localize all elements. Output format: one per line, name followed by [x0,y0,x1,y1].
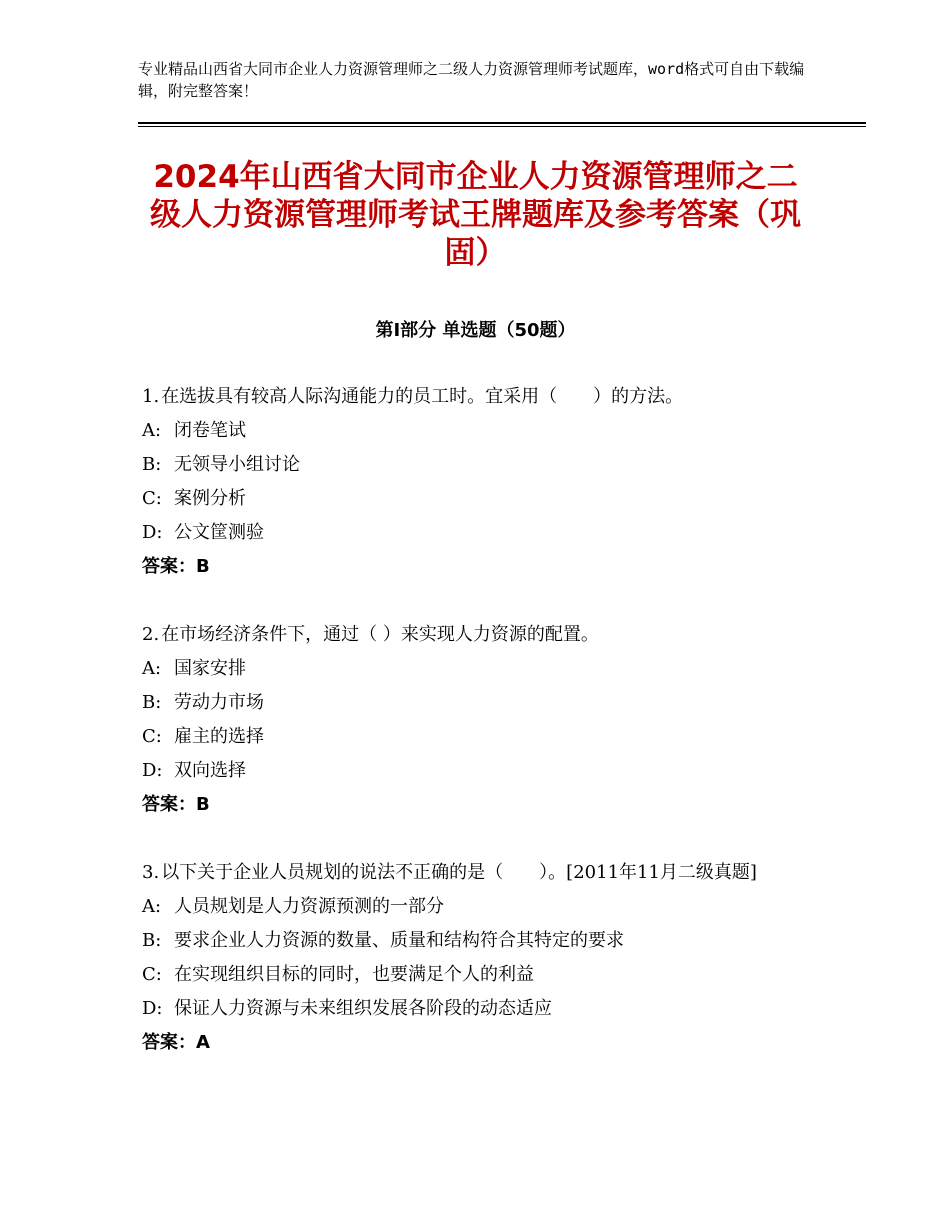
option-text: 公文筐测验 [174,522,264,543]
section-heading: 第Ⅰ部分 单选题（50题） [375,320,576,341]
option-letter: A: [142,420,162,441]
question-text: 在选拔具有较高人际沟通能力的员工时。宜采用（ ）的方法。 [161,386,684,407]
option-d [142,754,802,788]
option-letter: C: [142,726,162,747]
question-number: 2. [142,624,160,645]
question-number: 3. [142,862,160,883]
question-stem [142,380,802,414]
question-2 [142,618,802,822]
option-text: 人员规划是人力资源预测的一部分 [174,896,444,917]
question-1 [142,380,802,584]
question-number: 1. [142,386,160,407]
question-stem [142,618,802,652]
option-letter: B: [142,454,162,475]
option-letter: D: [142,522,163,543]
answer: 答案：B [142,556,210,577]
header-divider-thin [138,126,866,127]
option-letter: B: [142,930,162,951]
option-d [142,516,802,550]
option-a [142,652,802,686]
option-text: 雇主的选择 [174,726,264,747]
option-text: 双向选择 [174,760,246,781]
option-a [142,414,802,448]
header-note: 专业精品山西省大同市企业人力资源管理师之二级人力资源管理师考试题库，word格式可自由下载编辑，附完整答案！ [138,60,805,100]
option-c [142,482,802,516]
question-text: 在市场经济条件下，通过（ ）来实现人力资源的配置。 [161,624,599,645]
option-d [142,992,802,1026]
option-letter: B: [142,692,162,713]
option-letter: A: [142,896,162,917]
question-text: 以下关于企业人员规划的说法不正确的是（ ）。[2011年11月二级真题] [161,862,757,883]
option-letter: D: [142,998,163,1019]
option-letter: C: [142,964,162,985]
option-a [142,890,802,924]
header-divider [138,122,866,124]
option-text: 劳动力市场 [174,692,264,713]
option-text: 国家安排 [174,658,246,679]
question-3 [142,856,802,1060]
option-c [142,720,802,754]
option-text: 无领导小组讨论 [174,454,300,475]
document-title: 2024年山西省大同市企业人力资源管理师之二级人力资源管理师考试王牌题库及参考答案（巩固） [150,159,801,271]
answer: 答案：A [142,1032,210,1053]
option-text: 要求企业人力资源的数量、质量和结构符合其特定的要求 [174,930,624,951]
option-b [142,686,802,720]
option-letter: C: [142,488,162,509]
answer: 答案：B [142,794,210,815]
option-text: 闭卷笔试 [174,420,246,441]
question-stem [142,856,802,890]
option-text: 保证人力资源与未来组织发展各阶段的动态适应 [174,998,552,1019]
option-letter: A: [142,658,162,679]
option-c [142,958,802,992]
option-b [142,448,802,482]
option-b [142,924,802,958]
option-letter: D: [142,760,163,781]
option-text: 案例分析 [174,488,246,509]
option-text: 在实现组织目标的同时，也要满足个人的利益 [174,964,534,985]
